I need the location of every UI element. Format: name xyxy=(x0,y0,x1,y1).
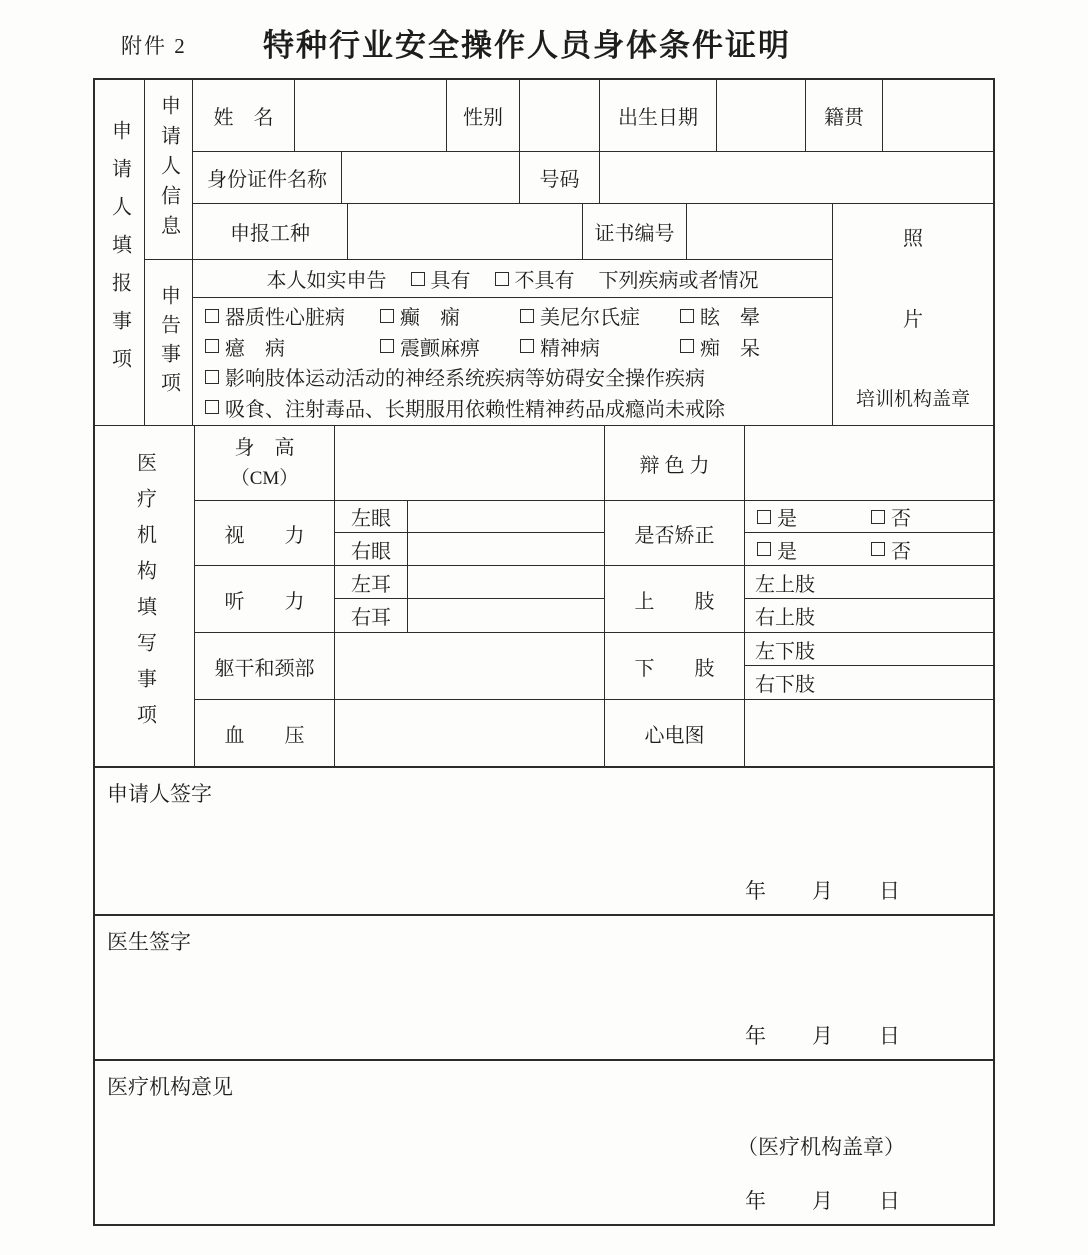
height-unit-label: （CM） xyxy=(230,467,299,489)
birth-date-value-cell xyxy=(717,80,806,151)
id-doc-label: 身份证件名称 xyxy=(193,152,342,203)
height-row xyxy=(195,426,993,501)
right-eye-label: 右眼 xyxy=(335,533,408,565)
doctor-signature-section xyxy=(95,916,993,1061)
medical-fields xyxy=(195,426,993,766)
year-label: 年 xyxy=(745,1189,766,1213)
no-label: 否 xyxy=(891,508,911,530)
disease-line-4 xyxy=(193,393,832,422)
page-header xyxy=(0,16,1054,70)
disease-label: 吸食、注射毒品、长期服用依赖性精神药品成瘾尚未戒除 xyxy=(225,398,725,421)
native-place-label: 籍贯 xyxy=(806,80,883,151)
org-opinion-label: 医疗机构意见 xyxy=(107,1075,233,1099)
disease-item xyxy=(205,301,380,330)
left-ear-row xyxy=(335,566,604,599)
medical-section-label-cell xyxy=(95,426,195,766)
page-title: 特种行业安全操作人员身体条件证明 xyxy=(263,28,791,63)
training-org-stamp-label: 培训机构盖章 xyxy=(855,389,970,410)
disease-label: 震颤麻痹 xyxy=(400,337,480,360)
id-doc-value-cell xyxy=(342,152,520,203)
has-checkbox-icon xyxy=(411,272,425,286)
blood-pressure-value-cell xyxy=(335,700,605,766)
hearing-row xyxy=(195,566,993,633)
color-vision-label: 辩 色 力 xyxy=(605,426,745,500)
id-number-value-cell xyxy=(600,152,993,203)
gender-value-cell xyxy=(520,80,600,151)
lower-limb-cells xyxy=(745,633,993,699)
right-eye-value-cell xyxy=(408,533,604,565)
not-has-label: 不具有 xyxy=(514,270,575,292)
date-line xyxy=(745,875,900,905)
applicant-fields xyxy=(193,80,993,425)
photo-label-char-1: 照 xyxy=(903,228,923,250)
disease-line-2 xyxy=(193,332,832,361)
checkbox-icon xyxy=(205,400,219,414)
declaration-header xyxy=(193,260,832,298)
checkbox-icon xyxy=(380,309,394,323)
right-lower-limb-cell: 右下肢 xyxy=(755,674,815,696)
day-label: 日 xyxy=(879,1024,900,1048)
day-label: 日 xyxy=(879,1189,900,1213)
trade-and-declaration-block xyxy=(193,204,993,425)
height-label-cell xyxy=(195,426,335,500)
month-label: 月 xyxy=(812,1024,833,1048)
trunk-neck-label: 躯干和颈部 xyxy=(195,633,335,699)
disease-label: 眩 晕 xyxy=(700,307,760,330)
yes-option xyxy=(757,502,797,531)
vision-row xyxy=(195,501,993,566)
org-opinion-section xyxy=(95,1061,993,1224)
declaration-suffix: 下列疾病或者情况 xyxy=(598,270,759,292)
doctor-signature-label: 医生签字 xyxy=(107,930,191,954)
day-label: 日 xyxy=(879,879,900,903)
identity-row xyxy=(193,80,993,152)
disease-label: 精神病 xyxy=(540,337,600,360)
id-number-label: 号码 xyxy=(520,152,600,203)
year-label: 年 xyxy=(745,1024,766,1048)
ecg-value-cell xyxy=(745,700,993,766)
no-option xyxy=(871,502,911,531)
checkbox-icon xyxy=(205,370,219,384)
disease-item xyxy=(205,332,380,361)
yes-label: 是 xyxy=(777,508,797,530)
height-label: 身 高 xyxy=(234,436,295,459)
applicant-signature-section xyxy=(95,768,993,916)
trade-value-cell xyxy=(348,204,583,259)
corrected-options xyxy=(745,501,993,565)
yes-checkbox-icon xyxy=(757,542,771,556)
applicant-section-label: 申请人填报事项 xyxy=(108,119,131,386)
vision-pair xyxy=(335,501,605,565)
hearing-label: 听 力 xyxy=(195,566,335,632)
applicant-section xyxy=(95,80,993,426)
left-lower-limb-cell: 左下肢 xyxy=(745,633,993,666)
disease-item xyxy=(680,301,760,330)
checkbox-icon xyxy=(520,309,534,323)
checkbox-icon xyxy=(205,339,219,353)
checkbox-icon xyxy=(205,309,219,323)
disease-item xyxy=(680,332,760,361)
applicant-info-label-cell xyxy=(145,80,192,260)
checkbox-icon xyxy=(520,339,534,353)
org-stamp-note: （医疗机构盖章） xyxy=(737,1135,905,1159)
declare-label-cell xyxy=(145,260,192,425)
birth-date-label: 出生日期 xyxy=(600,80,717,151)
upper-limb-label: 上 肢 xyxy=(605,566,745,632)
corrected-label: 是否矫正 xyxy=(605,501,745,565)
left-eye-row xyxy=(335,501,604,533)
checkbox-icon xyxy=(680,309,694,323)
declare-label: 申告事项 xyxy=(157,284,180,401)
medical-section-label: 医疗机构填写事项 xyxy=(133,452,156,740)
left-ear-label: 左耳 xyxy=(335,566,408,598)
disease-line-1 xyxy=(193,301,832,330)
disease-label: 影响肢体运动活动的神经系统疾病等妨碍安全操作疾病 xyxy=(225,368,705,391)
applicant-signature-label: 申请人签字 xyxy=(107,782,212,806)
yes-label: 是 xyxy=(777,540,797,563)
lower-limb-label: 下 肢 xyxy=(605,633,745,699)
trunk-neck-value-cell xyxy=(335,633,605,699)
not-has-checkbox-icon xyxy=(495,272,509,286)
year-label: 年 xyxy=(745,879,766,903)
gender-label: 性别 xyxy=(447,80,520,151)
cert-number-label: 证书编号 xyxy=(583,204,687,259)
date-line xyxy=(745,1185,900,1215)
upper-limb-cells xyxy=(745,566,993,632)
form-table xyxy=(93,78,995,1226)
left-upper-limb-cell: 左上肢 xyxy=(745,566,993,599)
name-label: 姓 名 xyxy=(193,80,295,151)
disease-item xyxy=(380,332,520,361)
photo-label-char-2: 片 xyxy=(903,309,923,331)
right-ear-label: 右耳 xyxy=(335,599,408,632)
has-option xyxy=(411,264,471,293)
trade-row xyxy=(193,204,832,260)
no-checkbox-icon xyxy=(871,542,885,556)
disease-label: 美尼尔氏症 xyxy=(540,307,640,330)
no-option xyxy=(871,535,911,564)
blood-pressure-label: 血 压 xyxy=(195,700,335,766)
not-has-option xyxy=(495,264,575,293)
checkbox-icon xyxy=(680,339,694,353)
attachment-label: 附件 2 xyxy=(121,34,187,58)
disease-label: 癫 痫 xyxy=(400,307,460,330)
color-vision-value-cell xyxy=(745,426,993,500)
height-value-cell xyxy=(335,426,605,500)
photo-cell xyxy=(833,204,993,425)
right-ear-row xyxy=(335,599,604,632)
disease-item xyxy=(380,301,520,330)
disease-list xyxy=(193,298,832,425)
month-label: 月 xyxy=(812,1189,833,1213)
disease-label: 癔 病 xyxy=(225,337,285,360)
no-checkbox-icon xyxy=(871,510,885,524)
disease-label: 痴 呆 xyxy=(700,337,760,360)
applicant-subsection-column xyxy=(145,80,193,425)
disease-item xyxy=(520,301,680,330)
blood-pressure-row xyxy=(195,700,993,766)
has-label: 具有 xyxy=(430,270,471,292)
trade-label: 申报工种 xyxy=(193,204,348,259)
disease-item xyxy=(205,362,705,391)
left-eye-label: 左眼 xyxy=(335,501,408,532)
disease-item xyxy=(520,332,680,361)
ecg-label: 心电图 xyxy=(605,700,745,766)
right-upper-limb-cell: 右上肢 xyxy=(755,607,815,629)
corrected-option-row-1 xyxy=(745,501,993,533)
left-eye-value-cell xyxy=(408,501,604,532)
trade-declaration-left xyxy=(193,204,833,425)
right-eye-row xyxy=(335,533,604,565)
no-label: 否 xyxy=(891,540,911,563)
name-value-cell xyxy=(295,80,447,151)
disease-label: 器质性心脏病 xyxy=(225,307,345,330)
native-place-value-cell xyxy=(883,80,993,151)
yes-checkbox-icon xyxy=(757,510,771,524)
disease-item xyxy=(205,393,725,422)
medical-section xyxy=(95,426,993,768)
vision-label: 视 力 xyxy=(195,501,335,565)
trunk-row xyxy=(195,633,993,700)
cert-number-value-cell xyxy=(687,204,832,259)
date-line xyxy=(745,1020,900,1050)
declaration-prefix: 本人如实申告 xyxy=(266,270,387,292)
applicant-section-label-cell xyxy=(95,80,145,425)
applicant-info-label: 申请人信息 xyxy=(157,94,180,245)
right-ear-value-cell xyxy=(408,599,604,632)
checkbox-icon xyxy=(380,339,394,353)
left-ear-value-cell xyxy=(408,566,604,598)
disease-line-3 xyxy=(193,362,832,391)
month-label: 月 xyxy=(812,879,833,903)
corrected-option-row-2 xyxy=(745,533,993,565)
hearing-pair xyxy=(335,566,605,632)
id-document-row xyxy=(193,152,993,204)
yes-option xyxy=(757,535,797,564)
